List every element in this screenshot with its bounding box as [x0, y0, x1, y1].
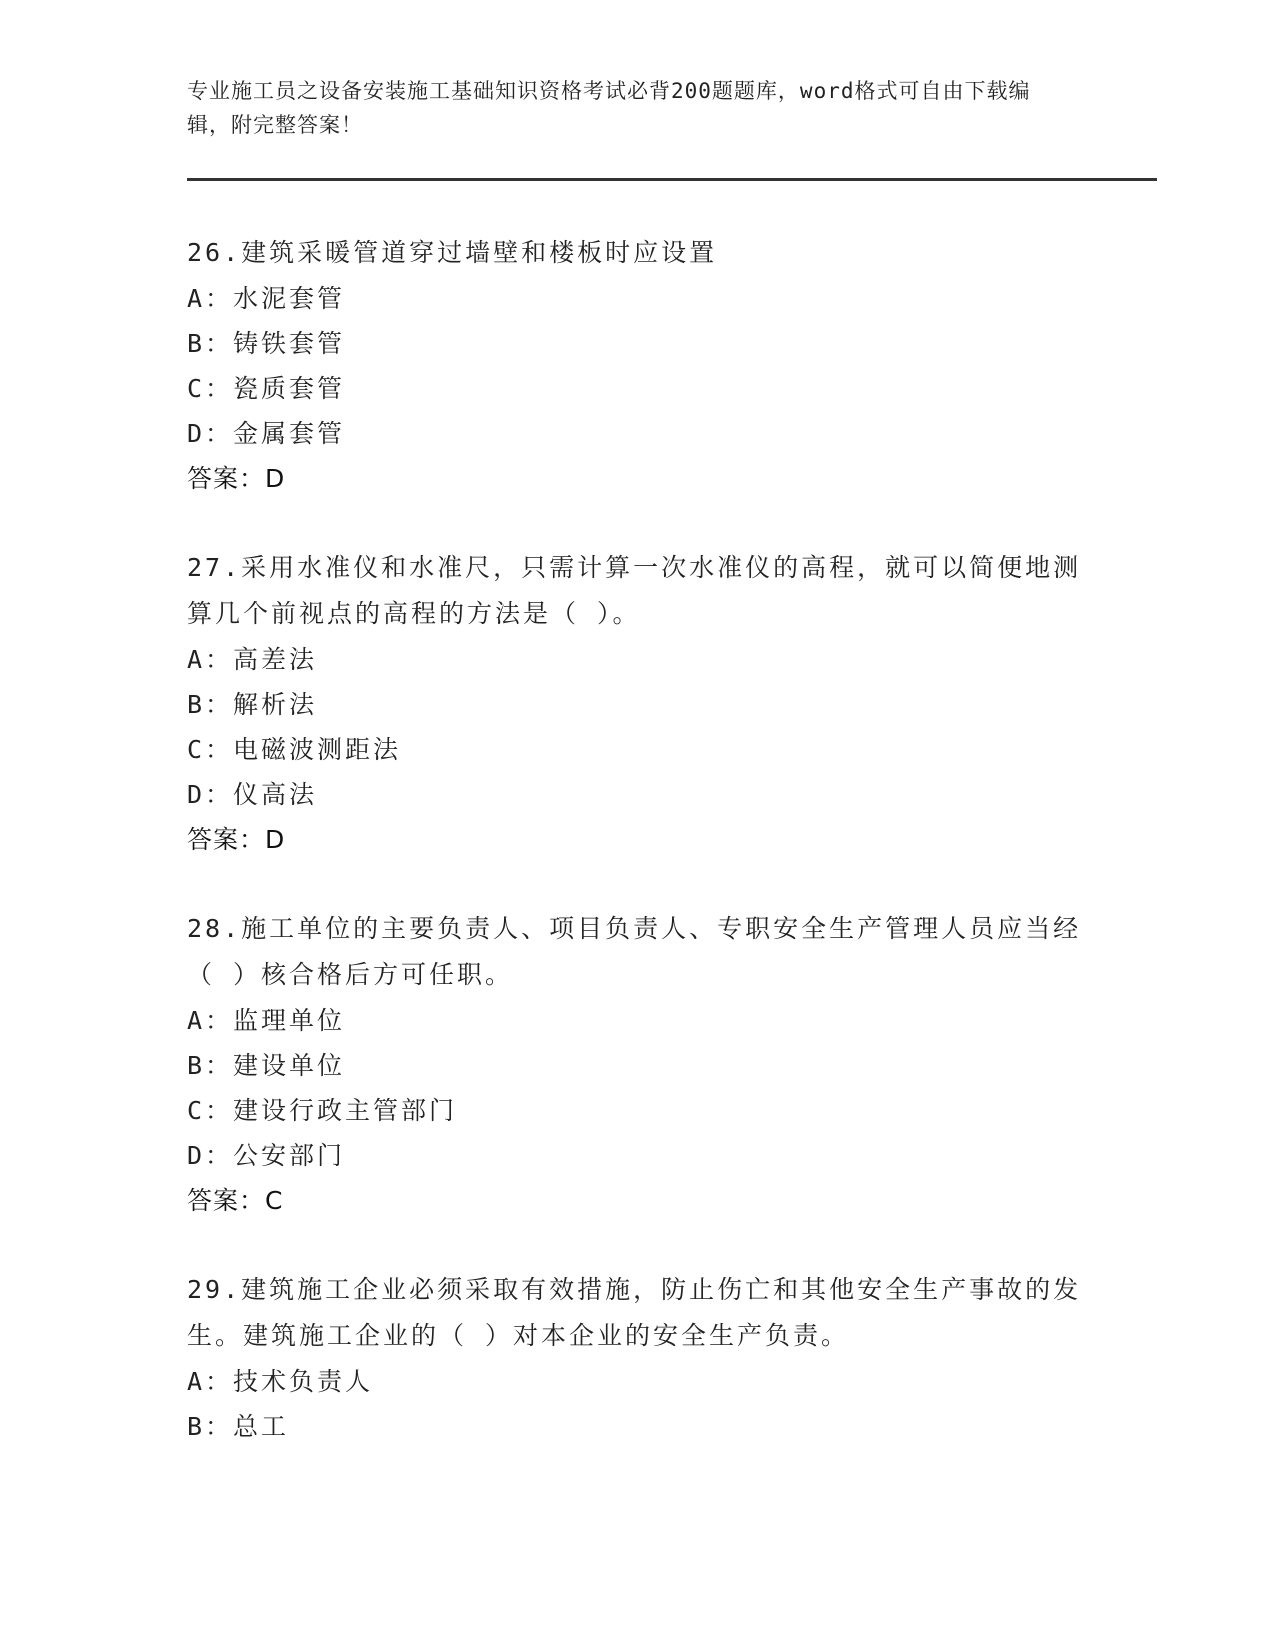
option-b: B：建设单位 [187, 1051, 346, 1080]
question-stem: 29.建筑施工企业必须采取有效措施，防止伤亡和其他安全生产事故的发生。建筑施工企业的（ ）对本企业的安全生产负责。 [187, 1275, 1082, 1350]
header-divider [187, 178, 1157, 181]
option-d: D：仪高法 [187, 780, 318, 809]
answer-line: 答案：C [187, 1186, 284, 1215]
option-c: C：瓷质套管 [187, 374, 346, 403]
option-a: A：监理单位 [187, 1006, 346, 1035]
option-a: A：高差法 [187, 645, 318, 674]
option-b: B：铸铁套管 [187, 329, 346, 358]
question-stem: 28.施工单位的主要负责人、项目负责人、专职安全生产管理人员应当经（ ）核合格后方可任职。 [187, 914, 1082, 989]
question-stem: 27.采用水准仪和水准尺，只需计算一次水准仪的高程，就可以简便地测算几个前视点的高程的方法是（ ）。 [187, 553, 1082, 628]
option-d: D：公安部门 [187, 1141, 346, 1170]
answer-line: 答案：D [187, 464, 286, 493]
question-list [187, 230, 1087, 1492]
question-stem: 26.建筑采暖管道穿过墙壁和楼板时应设置 [187, 238, 718, 267]
question-29 [187, 1267, 1087, 1449]
question-27 [187, 545, 1087, 863]
answer-line: 答案：D [187, 825, 286, 854]
option-c: C：建设行政主管部门 [187, 1096, 458, 1125]
option-a: A：技术负责人 [187, 1367, 374, 1396]
header-title: 专业施工员之设备安装施工基础知识资格考试必背200题题库，word格式可自由下载编辑，附完整答案！ [187, 79, 1031, 137]
question-26 [187, 230, 1087, 502]
option-c: C：电磁波测距法 [187, 735, 402, 764]
option-d: D：金属套管 [187, 419, 346, 448]
option-b: B：解析法 [187, 690, 318, 719]
option-a: A：水泥套管 [187, 284, 346, 313]
option-b: B：总工 [187, 1412, 290, 1441]
document-header [187, 74, 1067, 142]
question-28 [187, 906, 1087, 1224]
